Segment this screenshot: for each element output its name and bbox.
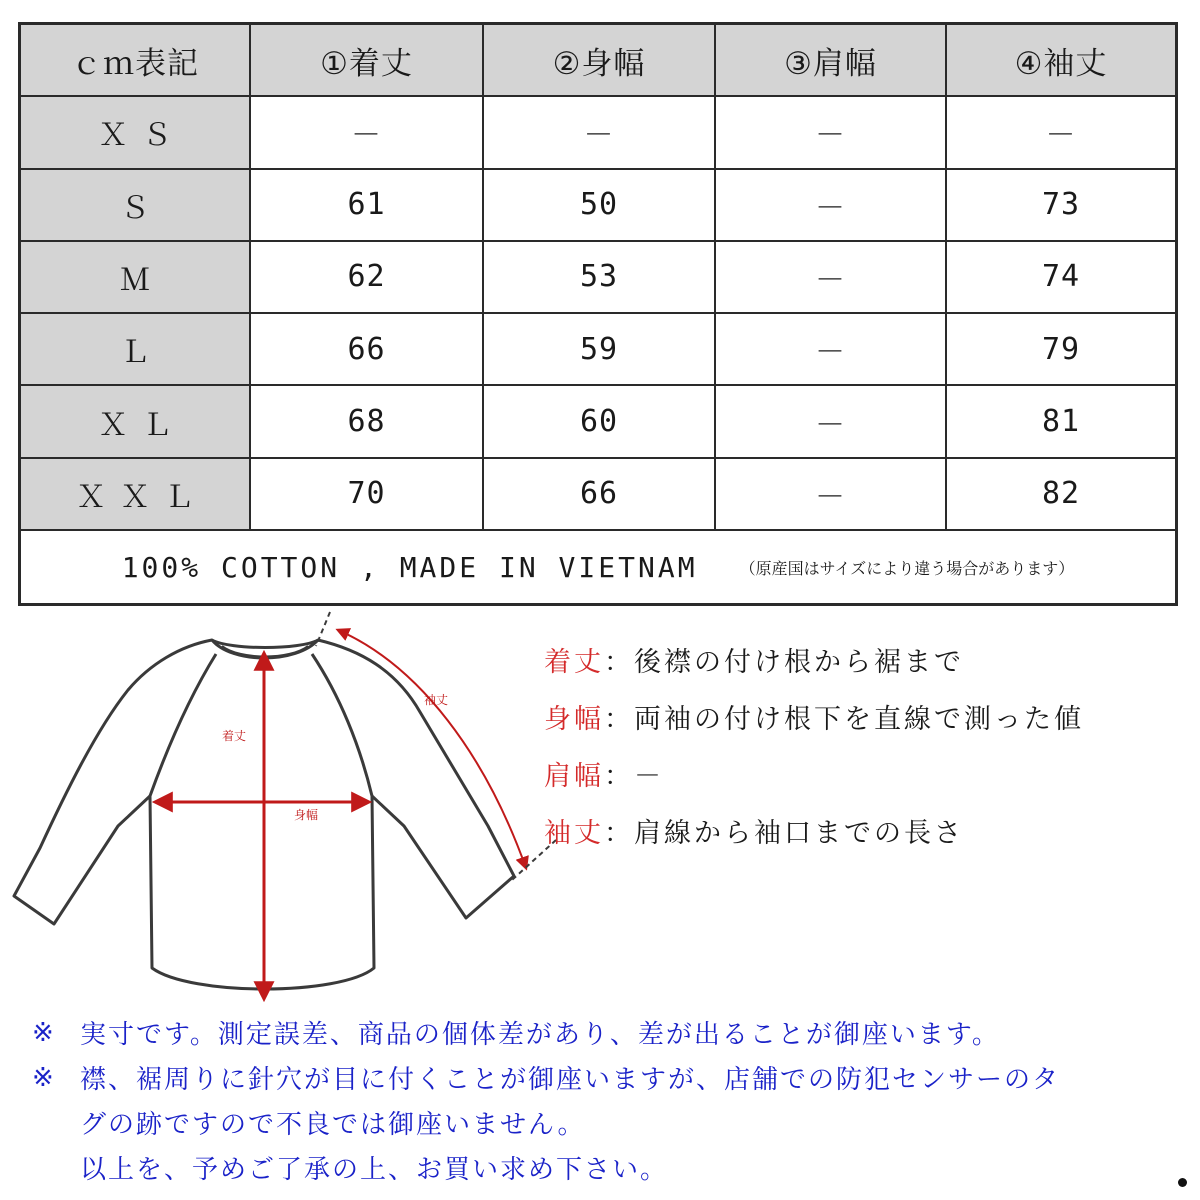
legend-desc: －: [634, 761, 664, 792]
table-cell: 73: [947, 170, 1175, 242]
note-text: 襟、裾周りに針穴が目に付くことが御座いますが、店舗での防犯センサーのタ: [80, 1065, 1061, 1095]
table-cell: 66: [484, 459, 716, 531]
table-cell: 50: [484, 170, 716, 242]
legend-desc: 後襟の付け根から裾まで: [634, 647, 964, 678]
note-mark: ※: [32, 1062, 56, 1093]
table-cell: 74: [947, 242, 1175, 314]
measurement-legend: [544, 640, 1184, 868]
origin-note: （原産国はサイズにより違う場合があります）: [739, 558, 1075, 578]
note-text: 以上を、予めご了承の上、お買い求め下さい。: [80, 1155, 669, 1185]
header-sleeve: ④袖丈: [947, 25, 1175, 97]
table-cell: －: [716, 97, 947, 169]
note-line: [32, 1055, 1192, 1100]
legend-item-sleeve: 袖丈 ： 肩線から袖口までの長さ: [544, 811, 1184, 868]
raglan-shirt-icon: [0, 606, 580, 1010]
size-label-xs: ＸＳ: [21, 97, 251, 169]
table-cell: 60: [484, 386, 716, 458]
size-label-l: Ｌ: [21, 314, 251, 386]
legend-term: 袖丈: [544, 818, 604, 849]
table-cell: 82: [947, 459, 1175, 531]
legend-term: 肩幅: [544, 761, 604, 792]
table-cell: －: [716, 386, 947, 458]
note-line: [32, 1100, 1192, 1145]
table-cell: 70: [251, 459, 484, 531]
legend-item-shoulder: 肩幅 ： －: [544, 754, 1184, 811]
table-cell: 79: [947, 314, 1175, 386]
note-text: グの跡ですので不良では御座いません。: [80, 1110, 586, 1140]
table-cell: 81: [947, 386, 1175, 458]
table-cell: 68: [251, 386, 484, 458]
header-width: ②身幅: [484, 25, 716, 97]
size-grid: [21, 25, 1175, 531]
header-unit: ｃｍ表記: [21, 25, 251, 97]
size-label-xxl: ＸＸＬ: [21, 459, 251, 531]
note-line: [32, 1145, 1192, 1190]
table-cell: 62: [251, 242, 484, 314]
size-label-s: Ｓ: [21, 170, 251, 242]
length-label: 着丈: [222, 729, 247, 743]
corner-dot: [1178, 1178, 1187, 1187]
note-mark: ※: [32, 1017, 56, 1048]
legend-term: 身幅: [544, 704, 604, 735]
width-label: 身幅: [294, 808, 319, 822]
table-cell: 53: [484, 242, 716, 314]
size-label-m: Ｍ: [21, 242, 251, 314]
header-shoulder: ③肩幅: [716, 25, 947, 97]
note-text: 実寸です。測定誤差、商品の個体差があり、差が出ることが御座います。: [80, 1020, 1000, 1050]
table-cell: －: [716, 459, 947, 531]
sleeve-label: 袖丈: [424, 693, 449, 707]
legend-term: 着丈: [544, 647, 604, 678]
material-row: [21, 531, 1175, 603]
legend-item-width: 身幅 ： 両袖の付け根下を直線で測った値: [544, 697, 1184, 754]
legend-desc: 両袖の付け根下を直線で測った値: [634, 704, 1084, 735]
legend-item-length: 着丈 ： 後襟の付け根から裾まで: [544, 640, 1184, 697]
note-line: [32, 1010, 1192, 1055]
legend-desc: 肩線から袖口までの長さ: [634, 818, 964, 849]
table-cell: －: [484, 97, 716, 169]
table-cell: 66: [251, 314, 484, 386]
table-cell: －: [716, 170, 947, 242]
table-cell: －: [251, 97, 484, 169]
table-cell: －: [716, 314, 947, 386]
header-length: ①着丈: [251, 25, 484, 97]
table-cell: －: [947, 97, 1175, 169]
garment-diagram: [0, 606, 580, 1010]
material-text: 100% COTTON , MADE IN VIETNAM: [121, 550, 698, 584]
size-table: [18, 22, 1178, 606]
table-cell: －: [716, 242, 947, 314]
table-cell: 61: [251, 170, 484, 242]
table-cell: 59: [484, 314, 716, 386]
notes: [32, 1010, 1192, 1190]
size-label-xl: ＸＬ: [21, 386, 251, 458]
